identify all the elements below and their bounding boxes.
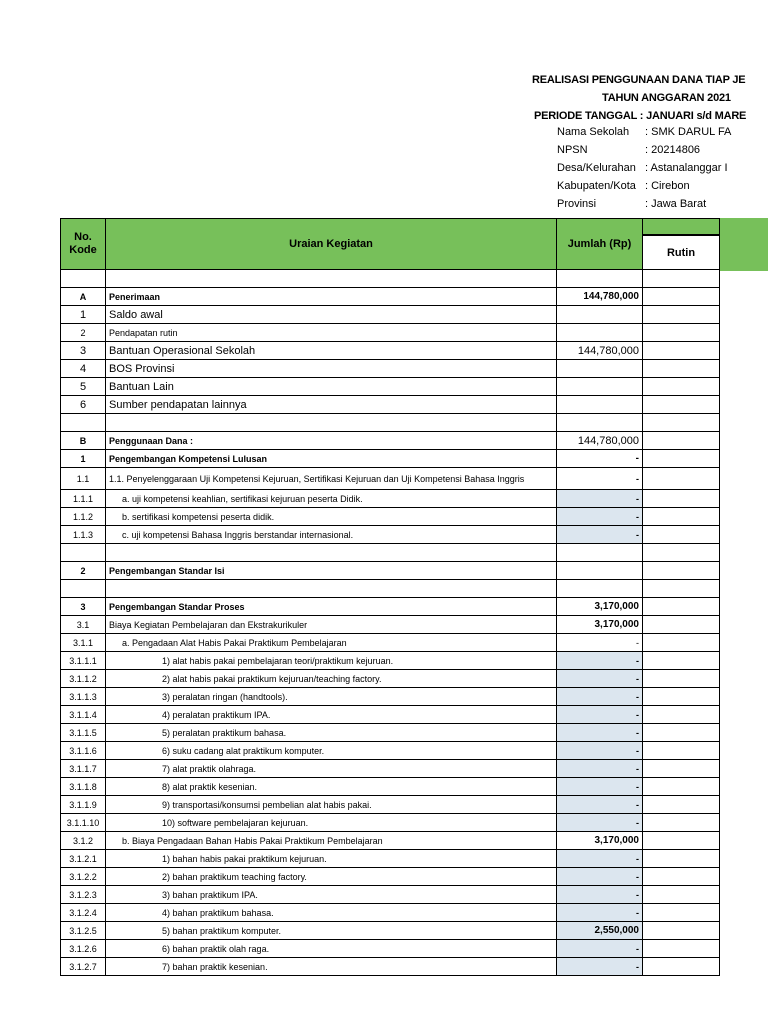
- row-jumlah: 3,170,000: [557, 832, 643, 850]
- row-rutin: [643, 796, 720, 814]
- report-period: PERIODE TANGGAL : JANUARI s/d MARE: [534, 110, 747, 122]
- row-kode: 3.1.1.1: [61, 652, 106, 670]
- row-jumlah: -: [557, 450, 643, 468]
- row-rutin: [643, 706, 720, 724]
- row-kode: 3: [61, 598, 106, 616]
- row-rutin: [643, 360, 720, 378]
- row-uraian: 8) alat praktik kesenian.: [106, 778, 557, 796]
- table-row: [61, 414, 720, 432]
- table-row: [61, 886, 720, 904]
- row-uraian: 6) suku cadang alat praktikum komputer.: [106, 742, 557, 760]
- row-jumlah: 2,550,000: [557, 922, 643, 940]
- row-jumlah: [557, 396, 643, 414]
- row-uraian: 5) peralatan praktikum bahasa.: [106, 724, 557, 742]
- info-row: [557, 180, 690, 192]
- row-jumlah: -: [557, 634, 643, 652]
- row-rutin: [643, 508, 720, 526]
- header-empty: [643, 219, 720, 236]
- table-row: [61, 490, 720, 508]
- table-row: [61, 598, 720, 616]
- row-kode: 3.1: [61, 616, 106, 634]
- row-jumlah: 144,780,000: [557, 288, 643, 306]
- row-uraian: Bantuan Operasional Sekolah: [106, 342, 557, 360]
- row-rutin: [643, 432, 720, 450]
- row-uraian: Pengembangan Standar Isi: [106, 562, 557, 580]
- row-jumlah: -: [557, 670, 643, 688]
- row-rutin: [643, 378, 720, 396]
- table-row: [61, 270, 720, 288]
- row-rutin: [643, 688, 720, 706]
- table-row: [61, 868, 720, 886]
- row-uraian: Pengembangan Kompetensi Lulusan: [106, 450, 557, 468]
- row-jumlah: -: [557, 706, 643, 724]
- row-uraian: c. uji kompetensi Bahasa Inggris berstandar internasional.: [106, 526, 557, 544]
- row-kode: 3.1.1.3: [61, 688, 106, 706]
- row-rutin: [643, 544, 720, 562]
- row-rutin: [643, 306, 720, 324]
- row-jumlah: -: [557, 468, 643, 490]
- row-jumlah: 3,170,000: [557, 616, 643, 634]
- row-uraian: Penggunaan Dana :: [106, 432, 557, 450]
- row-kode: 3.1.2: [61, 832, 106, 850]
- report-title: REALISASI PENGGUNAAN DANA TIAP JE: [532, 74, 746, 86]
- row-rutin: [643, 904, 720, 922]
- table-row: [61, 288, 720, 306]
- info-label: Nama Sekolah: [557, 126, 630, 138]
- row-jumlah: -: [557, 742, 643, 760]
- table-row: [61, 904, 720, 922]
- row-jumlah: -: [557, 904, 643, 922]
- row-rutin: [643, 652, 720, 670]
- header-kode: No. Kode: [61, 219, 106, 270]
- table-row: [61, 378, 720, 396]
- row-jumlah: 3,170,000: [557, 598, 643, 616]
- info-row: [557, 198, 706, 210]
- row-kode: 3.1.1.7: [61, 760, 106, 778]
- row-uraian: 2) bahan praktikum teaching factory.: [106, 868, 557, 886]
- row-uraian: Saldo awal: [106, 306, 557, 324]
- row-uraian: 4) bahan praktikum bahasa.: [106, 904, 557, 922]
- row-jumlah: [557, 544, 643, 562]
- header-rutin: Rutin: [643, 235, 720, 270]
- table-row: [61, 634, 720, 652]
- row-rutin: [643, 616, 720, 634]
- row-jumlah: -: [557, 778, 643, 796]
- row-rutin: [643, 468, 720, 490]
- row-uraian: [106, 414, 557, 432]
- info-row: [557, 162, 728, 174]
- info-row: [557, 126, 731, 138]
- row-uraian: 4) peralatan praktikum IPA.: [106, 706, 557, 724]
- row-uraian: 7) bahan praktik kesenian.: [106, 958, 557, 976]
- row-uraian: Biaya Kegiatan Pembelajaran dan Ekstrakurikuler: [106, 616, 557, 634]
- row-kode: B: [61, 432, 106, 450]
- row-jumlah: [557, 562, 643, 580]
- table-row: [61, 580, 720, 598]
- row-rutin: [643, 562, 720, 580]
- row-uraian: 2) alat habis pakai praktikum kejuruan/teaching factory.: [106, 670, 557, 688]
- row-jumlah: -: [557, 796, 643, 814]
- row-rutin: [643, 526, 720, 544]
- row-kode: 3.1.2.2: [61, 868, 106, 886]
- row-rutin: [643, 414, 720, 432]
- row-uraian: 6) bahan praktik olah raga.: [106, 940, 557, 958]
- row-kode: 3.1.1.5: [61, 724, 106, 742]
- row-uraian: a. uji kompetensi keahlian, sertifikasi kejuruan peserta Didik.: [106, 490, 557, 508]
- header-uraian: Uraian Kegiatan: [106, 219, 557, 270]
- table-row: [61, 342, 720, 360]
- table-row: [61, 706, 720, 724]
- info-label: Provinsi: [557, 198, 597, 210]
- row-kode: 3.1.1.6: [61, 742, 106, 760]
- table-row: [61, 670, 720, 688]
- row-kode: 3.1.2.4: [61, 904, 106, 922]
- row-jumlah: 144,780,000: [557, 342, 643, 360]
- row-kode: 3: [61, 342, 106, 360]
- row-rutin: [643, 396, 720, 414]
- header-green-tab: [719, 218, 768, 271]
- table-row: [61, 306, 720, 324]
- table-row: [61, 616, 720, 634]
- row-jumlah: -: [557, 940, 643, 958]
- row-rutin: [643, 288, 720, 306]
- row-kode: 3.1.2.1: [61, 850, 106, 868]
- row-uraian: 10) software pembelajaran kejuruan.: [106, 814, 557, 832]
- row-jumlah: [557, 414, 643, 432]
- row-kode: 3.1.2.6: [61, 940, 106, 958]
- row-rutin: [643, 886, 720, 904]
- row-uraian: Penerimaan: [106, 288, 557, 306]
- table-row: [61, 468, 720, 490]
- budget-table: [60, 218, 720, 976]
- row-kode: 6: [61, 396, 106, 414]
- row-kode: 3.1.1.2: [61, 670, 106, 688]
- row-jumlah: [557, 306, 643, 324]
- row-rutin: [643, 670, 720, 688]
- row-jumlah: [557, 324, 643, 342]
- row-jumlah: 144,780,000: [557, 432, 643, 450]
- row-jumlah: -: [557, 814, 643, 832]
- row-uraian: 7) alat praktik olahraga.: [106, 760, 557, 778]
- row-uraian: Pengembangan Standar Proses: [106, 598, 557, 616]
- row-rutin: [643, 742, 720, 760]
- row-kode: 5: [61, 378, 106, 396]
- row-rutin: [643, 634, 720, 652]
- row-jumlah: -: [557, 688, 643, 706]
- row-kode: [61, 580, 106, 598]
- table-row: [61, 688, 720, 706]
- table-row: [61, 324, 720, 342]
- row-uraian: 3) peralatan ringan (handtools).: [106, 688, 557, 706]
- row-rutin: [643, 724, 720, 742]
- row-kode: 2: [61, 562, 106, 580]
- row-jumlah: -: [557, 850, 643, 868]
- row-rutin: [643, 450, 720, 468]
- row-jumlah: -: [557, 526, 643, 544]
- table-row: [61, 544, 720, 562]
- row-rutin: [643, 580, 720, 598]
- row-uraian: 9) transportasi/konsumsi pembelian alat habis pakai.: [106, 796, 557, 814]
- row-kode: 3.1.1.9: [61, 796, 106, 814]
- row-rutin: [643, 922, 720, 940]
- row-uraian: Sumber pendapatan lainnya: [106, 396, 557, 414]
- row-kode: 3.1.2.5: [61, 922, 106, 940]
- table-row: [61, 360, 720, 378]
- row-kode: 1.1: [61, 468, 106, 490]
- info-value: : Jawa Barat: [645, 198, 707, 210]
- row-kode: [61, 414, 106, 432]
- table-row: [61, 562, 720, 580]
- row-uraian: 1) alat habis pakai pembelajaran teori/praktikum kejuruan.: [106, 652, 557, 670]
- table-row: [61, 652, 720, 670]
- table-row: [61, 742, 720, 760]
- table-row: [61, 940, 720, 958]
- table-row: [61, 922, 720, 940]
- info-label: NPSN: [557, 144, 588, 156]
- row-uraian: b. sertifikasi kompetensi peserta didik.: [106, 508, 557, 526]
- table-row: [61, 958, 720, 976]
- row-kode: 3.1.1.4: [61, 706, 106, 724]
- row-uraian: b. Biaya Pengadaan Bahan Habis Pakai Praktikum Pembelajaran: [106, 832, 557, 850]
- row-kode: A: [61, 288, 106, 306]
- table-row: [61, 526, 720, 544]
- row-rutin: [643, 270, 720, 288]
- table-row: [61, 760, 720, 778]
- row-kode: [61, 544, 106, 562]
- row-kode: 1: [61, 450, 106, 468]
- row-jumlah: -: [557, 886, 643, 904]
- row-rutin: [643, 490, 720, 508]
- row-kode: 4: [61, 360, 106, 378]
- row-kode: [61, 270, 106, 288]
- row-rutin: [643, 958, 720, 976]
- info-value: : Cirebon: [645, 180, 690, 192]
- row-rutin: [643, 778, 720, 796]
- row-kode: 3.1.1.10: [61, 814, 106, 832]
- row-kode: 3.1.1: [61, 634, 106, 652]
- table-row: [61, 396, 720, 414]
- row-rutin: [643, 850, 720, 868]
- info-value: : 20214806: [645, 144, 701, 156]
- row-jumlah: -: [557, 868, 643, 886]
- table-row: [61, 508, 720, 526]
- row-kode: 1.1.1: [61, 490, 106, 508]
- row-jumlah: [557, 378, 643, 396]
- row-rutin: [643, 342, 720, 360]
- row-kode: 3.1.1.8: [61, 778, 106, 796]
- table-body: [61, 270, 720, 976]
- row-jumlah: -: [557, 760, 643, 778]
- row-kode: 2: [61, 324, 106, 342]
- row-kode: 3.1.2.3: [61, 886, 106, 904]
- info-value: : SMK DARUL FA: [645, 126, 732, 138]
- table-row: [61, 796, 720, 814]
- table-row: [61, 850, 720, 868]
- row-jumlah: -: [557, 508, 643, 526]
- table-row: [61, 814, 720, 832]
- row-uraian: [106, 544, 557, 562]
- row-jumlah: -: [557, 490, 643, 508]
- row-uraian: [106, 270, 557, 288]
- row-jumlah: -: [557, 958, 643, 976]
- row-uraian: 5) bahan praktikum komputer.: [106, 922, 557, 940]
- info-value: : Astanalanggar I: [645, 162, 728, 174]
- row-uraian: Bantuan Lain: [106, 378, 557, 396]
- row-jumlah: [557, 360, 643, 378]
- table-row: [61, 724, 720, 742]
- row-rutin: [643, 940, 720, 958]
- table-row: [61, 832, 720, 850]
- row-kode: 3.1.2.7: [61, 958, 106, 976]
- row-uraian: 1.1. Penyelenggaraan Uji Kompetensi Kejuruan, Sertifikasi Kejuruan dan Uji Kompetensi Bahasa Inggris: [106, 468, 557, 490]
- row-kode: 1.1.3: [61, 526, 106, 544]
- table-row: [61, 450, 720, 468]
- row-kode: 1.1.2: [61, 508, 106, 526]
- row-rutin: [643, 832, 720, 850]
- row-rutin: [643, 760, 720, 778]
- info-label: Desa/Kelurahan: [557, 162, 636, 174]
- table-row: [61, 778, 720, 796]
- row-kode: 1: [61, 306, 106, 324]
- row-jumlah: -: [557, 724, 643, 742]
- table-row: [61, 432, 720, 450]
- row-uraian: a. Pengadaan Alat Habis Pakai Praktikum Pembelajaran: [106, 634, 557, 652]
- info-label: Kabupaten/Kota: [557, 180, 636, 192]
- row-uraian: 3) bahan praktikum IPA.: [106, 886, 557, 904]
- row-jumlah: -: [557, 652, 643, 670]
- row-rutin: [643, 814, 720, 832]
- row-rutin: [643, 324, 720, 342]
- row-uraian: 1) bahan habis pakai praktikum kejuruan.: [106, 850, 557, 868]
- row-uraian: Pendapatan rutin: [106, 324, 557, 342]
- row-uraian: BOS Provinsi: [106, 360, 557, 378]
- row-jumlah: [557, 580, 643, 598]
- row-rutin: [643, 868, 720, 886]
- row-uraian: [106, 580, 557, 598]
- row-jumlah: [557, 270, 643, 288]
- report-year: TAHUN ANGGARAN 2021: [602, 92, 731, 104]
- row-rutin: [643, 598, 720, 616]
- info-row: [557, 144, 700, 156]
- header-jumlah: Jumlah (Rp): [557, 219, 643, 270]
